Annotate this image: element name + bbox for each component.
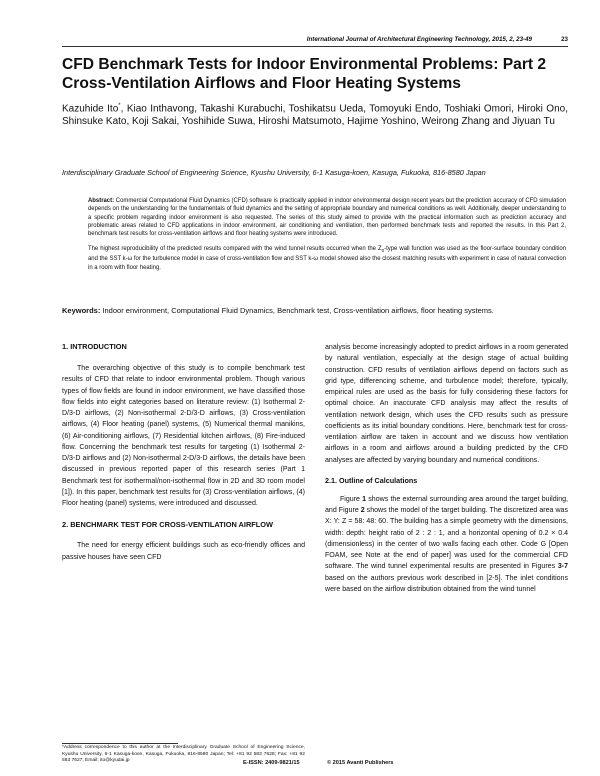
abstract-subscript: 0 xyxy=(381,247,385,253)
benchmark-paragraph: The need for energy efficient buildings such as eco-friendly offices and passive houses have seen CFD xyxy=(62,542,305,561)
header-rule xyxy=(62,46,568,47)
outline-text-c: shows the model of the target building. The discretized area was X: Y: Z = 58: 48: 60. The building has a simple geometry with the dimensions, width: depth: height ratio of 2 : 2 : 1, and a horizontal opening of 0.2 × 0.4 (dimensionless) in the center of two walls facing each other. Code G [Open FOAM, see Note at the end of paper] was used for the commercial CFD software. The wind tunnel experimental results are presented in Figures xyxy=(325,507,568,571)
footnote-rule xyxy=(62,743,178,744)
section-heading-introduction: 1. INTRODUCTION xyxy=(62,342,127,351)
abstract-text-2a: The highest reproducibility of the predicted results compared with the wind tunnel results occurred when the Z xyxy=(88,245,382,252)
right-column xyxy=(325,342,568,595)
outline-text-a: Figure xyxy=(340,495,363,503)
page-number: 23 xyxy=(561,36,568,43)
abstract xyxy=(88,197,566,272)
outline-text-b: shows the external surrounding area around the target building, and Figure xyxy=(325,495,568,514)
abstract-paragraph-1 xyxy=(88,197,566,239)
abstract-text-1: Commercial Computational Fluid Dynamics (CFD) software is practically applied in indoor environmental design recent years but the prediction accuracy of CFD simulation depends on the understanding for the fundamentals of fluid dynamics and the setting of appropriate boundary and numerical conditions as well. Additionally, deeper understanding to a specific problem regarding indoor environment is also requested. The series of this study aimed to provide with the practical information such as prediction accuracy and problematic areas related to CFD applications in indoor environment, air conditioning and ventilation, then performed benchmark tests and reported the results. In this Part 2, benchmark test results for cross-ventilation airflows and floor heating systems were introduced. xyxy=(88,198,566,238)
figure-ref-3-7: 3-7 xyxy=(557,563,568,571)
keywords xyxy=(62,306,568,317)
subsection-heading-outline: 2.1. Outline of Calculations xyxy=(325,475,418,485)
publisher: © 2015 Avanti Publishers xyxy=(327,760,394,766)
abstract-paragraph-2 xyxy=(88,245,566,272)
figure-ref-2: 2 xyxy=(360,507,365,514)
first-author: Kazuhide Ito xyxy=(62,103,119,115)
correspondence-footnote: *Address correspondence to this author at the Interdisciplinary Graduate School of Engineering Science, Kyushu University, 6-1 Kasuga-koen, Kasuga, Fukuoka, 816-8580 Japan; Tel: +81 92 583 7628; Fax: +81 92 583 7627; Email: ito@kyudai.jp xyxy=(62,745,305,764)
left-column xyxy=(62,342,305,563)
keywords-label: Keywords: xyxy=(62,306,101,315)
abstract-label: Abstract: xyxy=(88,198,115,204)
benchmark-paragraph-continued: analysis become increasingly adopted to predict airflows in a room generated by natural ventilation, especially at the design stage of actual building construction. CFD results of ventilation airflows depend on factors such as grid type, differencing scheme, and turbulence model; therefore, typically, empirical rules are used as the basis for fully considering these factors for optimal choice. An inaccurate CFD analysis may affect the results of ventilation network design, which uses the CFD results such as pressure coefficients as its initial boundary conditions. Here, benchmark test for cross-ventilation airflow are taken in account and we discuss how ventilation airflows in a room and airflows around a building predicted by the CFD analyses are affected by varying boundary and numerical conditions. xyxy=(325,344,568,464)
keywords-text: Indoor environment, Computational Fluid Dynamics, Benchmark test, Cross-ventilation airflows, floor heating systems. xyxy=(100,306,494,315)
abstract-text-2b: -type wall function was used as the floor-surface boundary condition and the SST k-ω for the turbulence model in case of cross-ventilation flow and SST k-ω model showed also the closest matching results with experiment in case of natural convection in a room with floor heating. xyxy=(88,245,566,271)
outline-paragraph xyxy=(325,494,568,595)
section-heading-benchmark: 2. BENCHMARK TEST FOR CROSS-VENTILATION AIRFLOW xyxy=(62,520,274,530)
figure-ref-1: 1 xyxy=(362,495,367,503)
affiliation: Interdisciplinary Graduate School of Engineering Science, Kyushu University, 6-1 Kasuga-koen, Kasuga, Fukuoka, 816-8580 Japan xyxy=(62,168,486,177)
introduction-paragraph: The overarching objective of this study is to compile benchmark test results of CFD that relate to indoor environmental problem. Though various types of flow fields are found in indoor environment, we have classified those flow fields into eight categories based on literature review: (1) Isothermal 2-D/3-D airflows, (2) Non-isothermal 2-D/3-D airflows, (3) Cross-ventilation airflows, (4) Floor heating (panel) systems, (5) Numerical thermal manikins, (6) Air-conditioning airflows, (7) Residential kitchen airflows, (8) Fire-induced flow. Concerning the benchmark test results for targeting (1) Isothermal 2-D/3-D airflows and (2) Non-isothermal 2-D/3-D airflows, the details have been discussed in previous reported paper of this research series (Part 1 Benchmark test for isothermal/non-isothermal flow in 2D and 3D room model [1]). In this paper, benchmark test results for (3) Cross-ventilation airflows, (4) Floor heating (panel) systems, were introduced and discussed. xyxy=(62,365,305,507)
other-authors: , Kiao Inthavong, Takashi Kurabuchi, Toshikatsu Ueda, Tomoyuki Endo, Toshiaki Omori, Hiroki Ono, Shinsuke Kato, Koji Sakai, Yoshihide Suwa, Hiroshi Matsumoto, Hajime Yoshino, Weirong Zhang and Jiyuan Tu xyxy=(62,103,568,127)
corresponding-author-mark: * xyxy=(118,103,121,109)
journal-citation: International Journal of Architectural Engineering Technology, 2015, 2, 23-49 xyxy=(306,36,532,43)
paper-title: CFD Benchmark Tests for Indoor Environmental Problems: Part 2 Cross-Ventilation Airflows and Floor Heating Systems xyxy=(62,56,547,92)
author-list xyxy=(62,100,568,129)
outline-text-d: based on the authors previous work described in [2-5]. The inlet conditions were based on the airflow distribution obtained from the wind tunnel xyxy=(325,574,568,593)
issn: E-ISSN: 2409-9821/15 xyxy=(243,760,300,766)
